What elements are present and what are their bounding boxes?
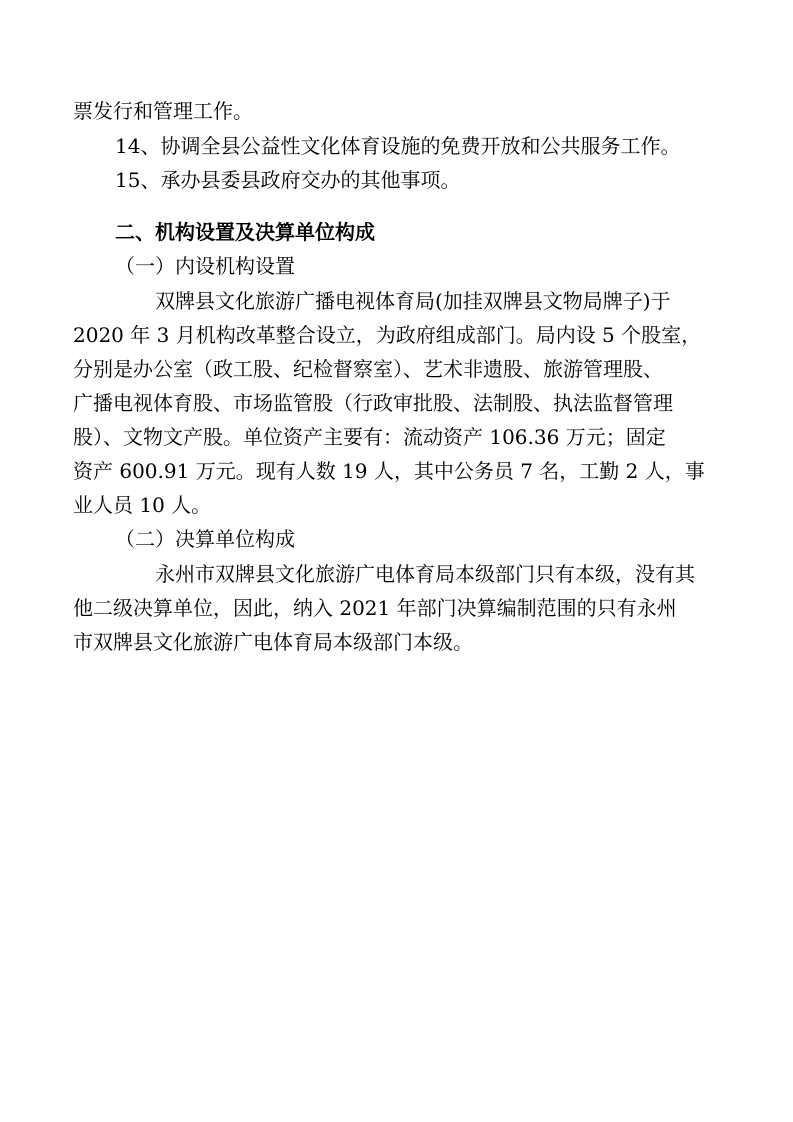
section-heading: 二、机构设置及决算单位构成 [115,220,375,244]
list-item-14: 14、协调全县公益性文化体育设施的免费开放和公共服务工作。 [115,134,681,158]
subsection-heading: （二）决算单位构成 [115,527,295,551]
paragraph-line: 双牌县文化旅游广播电视体育局(加挂双牌县文物局牌子)于 [155,289,671,313]
paragraph-line: 广播电视体育股、市场监管股（行政审批股、法制股、执法监督管理 [73,391,673,415]
paragraph-line: 业人员 10 人。 [73,493,212,517]
list-item-15: 15、承办县委县政府交办的其他事项。 [115,168,461,192]
paragraph-line: 分别是办公室（政工股、纪检督察室）、艺术非遗股、旅游管理股、 [73,357,663,381]
paragraph-line: 市双牌县文化旅游广电体育局本级部门本级。 [73,630,473,654]
paragraph-line: 他二级决算单位，因此，纳入 2021 年部门决算编制范围的只有永州 [73,596,677,620]
paragraph-line: 票发行和管理工作。 [73,99,253,123]
paragraph-line: 资产 600.91 万元。现有人数 19 人，其中公务员 7 名，工勤 2 人，事 [73,459,705,483]
paragraph-line: 股）、文物文产股。单位资产主要有：流动资产 106.36 万元；固定 [73,425,666,449]
paragraph-line: 永州市双牌县文化旅游广电体育局本级部门只有本级，没有其 [155,562,695,586]
paragraph-line: 2020 年 3 月机构改革整合设立，为政府组成部门。局内设 5 个股室， [73,323,702,347]
subsection-heading: （一）内设机构设置 [115,254,295,278]
